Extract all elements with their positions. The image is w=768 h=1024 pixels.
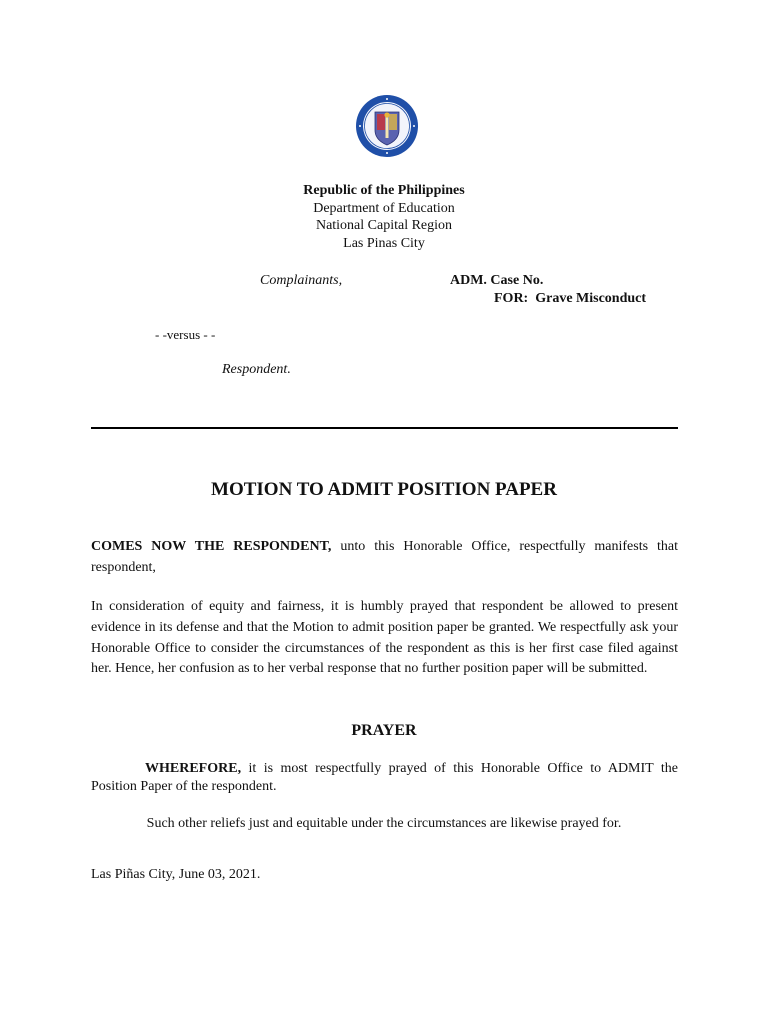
paragraph-wherefore <box>91 760 678 795</box>
signed-place-date: Las Piñas City, June 03, 2021. <box>91 867 261 882</box>
letterhead-region: National Capital Region <box>315 218 453 233</box>
deped-seal-logo <box>355 94 419 158</box>
paragraph-lead-text: COMES NOW THE RESPONDENT, <box>91 539 332 554</box>
horizontal-rule <box>91 427 678 429</box>
complainants-label: Complainants, <box>260 273 343 288</box>
paragraph-consideration: In consideration of equity and fairness, it is humbly prayed that respondent be allowed to present evidence in its defense and that the Motion to admit position paper be granted. We respectfully ask your Honorable Office to consider the circumstances of the respondent as this is her first case filed against her. Hence, her confusion as to her verbal response that no further position paper will be submitted. <box>91 599 678 677</box>
paragraph-other-reliefs: Such other reliefs just and equitable under the circumstances are likewise prayed for. <box>146 816 622 831</box>
paragraph-comes-now <box>91 537 678 579</box>
prayer-heading: PRAYER <box>351 722 417 739</box>
letterhead-republic: Republic of the Philippines <box>303 183 465 198</box>
document-title: MOTION TO ADMIT POSITION PAPER <box>211 479 557 500</box>
paragraph-text: unto this Honorable Office, respectfully manifests that respondent, <box>91 539 679 575</box>
letterhead-department: Department of Education <box>313 201 455 216</box>
respondent-label: Respondent. <box>222 362 291 377</box>
wherefore-lead-text: WHEREFORE, <box>145 761 242 776</box>
letterhead-city: Las Pinas City <box>343 236 425 251</box>
case-charge-label: FOR: Grave Misconduct <box>494 291 647 306</box>
case-number-label: ADM. Case No. <box>450 273 544 288</box>
wherefore-text: it is most respectfully prayed of this Honorable Office to ADMIT the Position Paper of the respondent. <box>91 761 678 794</box>
versus-label: - -versus - - <box>155 327 216 342</box>
